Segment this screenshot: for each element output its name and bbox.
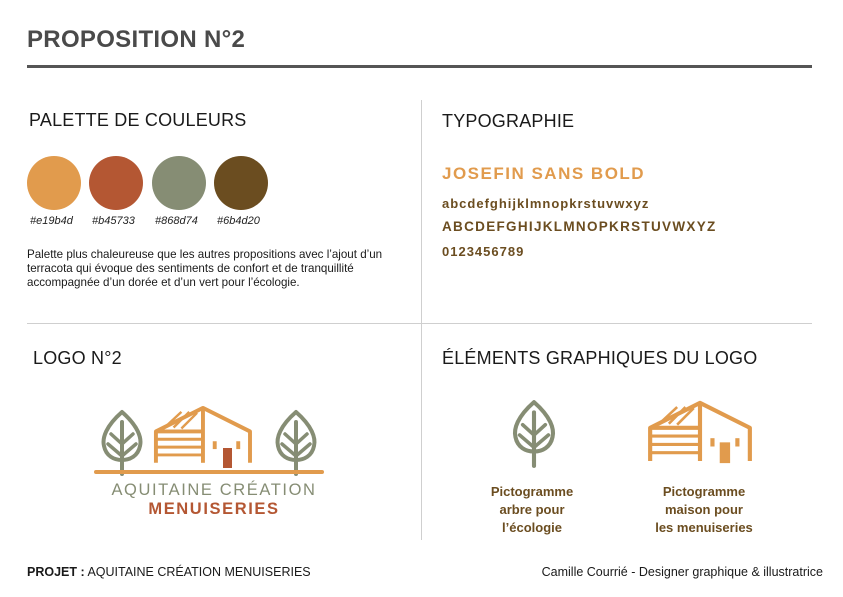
logo-title: LOGO N°2 bbox=[33, 348, 122, 368]
hex-label: #e19b4d bbox=[30, 215, 73, 227]
logo-door-icon bbox=[223, 448, 232, 468]
house-door-icon bbox=[720, 442, 730, 463]
tree-icon bbox=[104, 412, 141, 474]
swatch-brown bbox=[214, 156, 268, 210]
page-title: PROPOSITION N°2 bbox=[27, 26, 246, 53]
digits-sample: 0123456789 bbox=[442, 244, 525, 259]
typography-title: TYPOGRAPHIE bbox=[442, 111, 575, 131]
project-label: PROJET : bbox=[27, 565, 85, 579]
footer-project bbox=[27, 565, 311, 579]
vertical-divider bbox=[421, 100, 422, 540]
palette-title: PALETTE DE COULEURS bbox=[29, 110, 247, 130]
hex-label: #6b4d20 bbox=[217, 215, 260, 227]
footer-credit: Camille Courrié - Designer graphique & illustratrice bbox=[541, 565, 823, 579]
uppercase-sample: ABCDEFGHIJKLMNOPKRSTUVWXYZ bbox=[442, 219, 717, 234]
font-name: JOSEFIN SANS BOLD bbox=[442, 164, 646, 183]
swatch-sage bbox=[152, 156, 206, 210]
swatch-gold bbox=[27, 156, 81, 210]
tree-caption: Pictogramme arbre pour l’écologie bbox=[490, 484, 574, 535]
logo-brand-name: AQUITAINE CRÉATION bbox=[111, 481, 317, 499]
tree-icon bbox=[278, 412, 315, 474]
hex-label: #b45733 bbox=[92, 215, 135, 227]
palette-description: Palette plus chaleureuse que les autres propositions avec l’ajout d’un terracota qui évoque des sentiments de confort et de tranquillité accompagnée d’un dorée et d’un vert pour l’écologie. bbox=[27, 248, 383, 289]
hex-label: #868d74 bbox=[155, 215, 198, 227]
logo-brand-subtitle: MENUISERIES bbox=[148, 500, 280, 518]
elements-title: ÉLÉMENTS GRAPHIQUES DU LOGO bbox=[442, 348, 758, 368]
house-caption: Pictogramme maison pour les menuiseries bbox=[655, 484, 753, 535]
project-name: AQUITAINE CRÉATION MENUISERIES bbox=[87, 565, 311, 579]
swatch-terracotta bbox=[89, 156, 143, 210]
horizontal-divider bbox=[27, 323, 812, 324]
house-icon bbox=[646, 398, 754, 468]
house-icon bbox=[156, 408, 250, 463]
lowercase-sample: abcdefghijklmnopkrstuvwxyz bbox=[442, 196, 650, 211]
tree-icon bbox=[510, 398, 558, 470]
logo-mark bbox=[90, 402, 330, 482]
title-divider bbox=[27, 65, 812, 68]
